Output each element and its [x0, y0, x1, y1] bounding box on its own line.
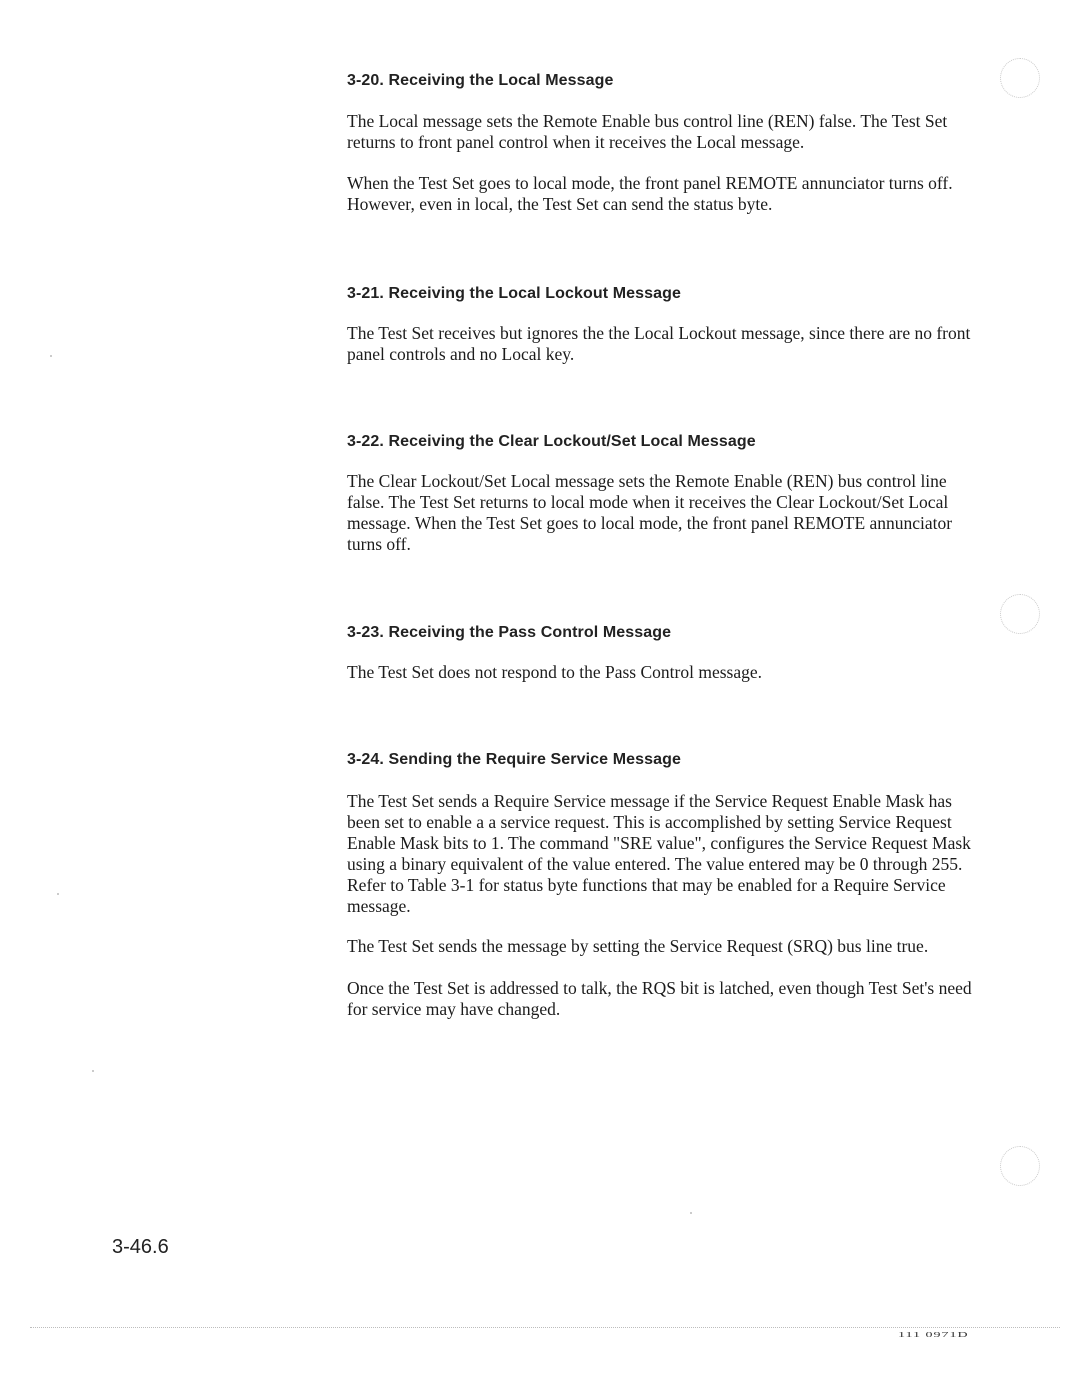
punch-hole-mark — [1000, 58, 1040, 98]
section-3-21 — [347, 285, 987, 365]
section-heading: 3-21. Receiving the Local Lockout Message — [347, 285, 681, 302]
section-paragraph: Once the Test Set is addressed to talk, the RQS bit is latched, even though Test Set's need for service may have changed. — [347, 978, 972, 1019]
section-heading: 3-24. Sending the Require Service Message — [347, 751, 682, 768]
section-paragraph: The Test Set sends the message by setting the Service Request (SRQ) bus line true. — [347, 936, 929, 956]
scan-speck — [50, 355, 52, 357]
section-paragraph: The Local message sets the Remote Enable bus control line (REN) false. The Test Set returns to front panel control when it receives the Local message. — [347, 111, 948, 152]
section-heading: 3-23. Receiving the Pass Control Message — [347, 624, 672, 641]
section-paragraph: When the Test Set goes to local mode, the front panel REMOTE annunciator turns off. However, even in local, the Test Set can send the status byte. — [347, 173, 953, 214]
section-3-23 — [347, 624, 987, 683]
punch-hole-mark — [1000, 1146, 1040, 1186]
scan-edge-rule — [30, 1327, 1060, 1328]
section-3-24 — [347, 751, 987, 1020]
scan-speck — [690, 1212, 692, 1214]
page-number: 3-46.6 — [112, 1236, 169, 1258]
section-heading: 3-22. Receiving the Clear Lockout/Set Local Message — [347, 433, 756, 450]
punch-hole-mark — [1000, 594, 1040, 634]
section-3-20 — [347, 72, 987, 215]
scan-speck — [92, 1070, 94, 1072]
section-paragraph: The Clear Lockout/Set Local message sets the Remote Enable (REN) bus control line false. The Test Set returns to local mode when it receives the Clear Lockout/Set Local message. When the Test Set goes to local mode, the front panel REMOTE annunciator turns off. — [347, 471, 953, 554]
section-paragraph: The Test Set does not respond to the Pass Control message. — [347, 662, 763, 682]
section-heading: 3-20. Receiving the Local Message — [347, 72, 614, 89]
section-paragraph: The Test Set sends a Require Service message if the Service Request Enable Mask has been set to enable a a service request. This is accomplished by setting Service Request Enable Mask bits to 1. The command "SRE value", configures the Service Request Mask using a binary equivalent of the value entered. The value entered may be 0 through 255. Refer to Table 3-1 for status byte functions that may be enabled for a Require Service message. — [347, 791, 971, 916]
section-paragraph: The Test Set receives but ignores the the Local Lockout message, since there are no front panel controls and no Local key. — [347, 323, 971, 364]
scan-speck — [57, 893, 59, 895]
section-3-22 — [347, 433, 987, 555]
footer-document-code: 111 0971D — [898, 1331, 969, 1339]
